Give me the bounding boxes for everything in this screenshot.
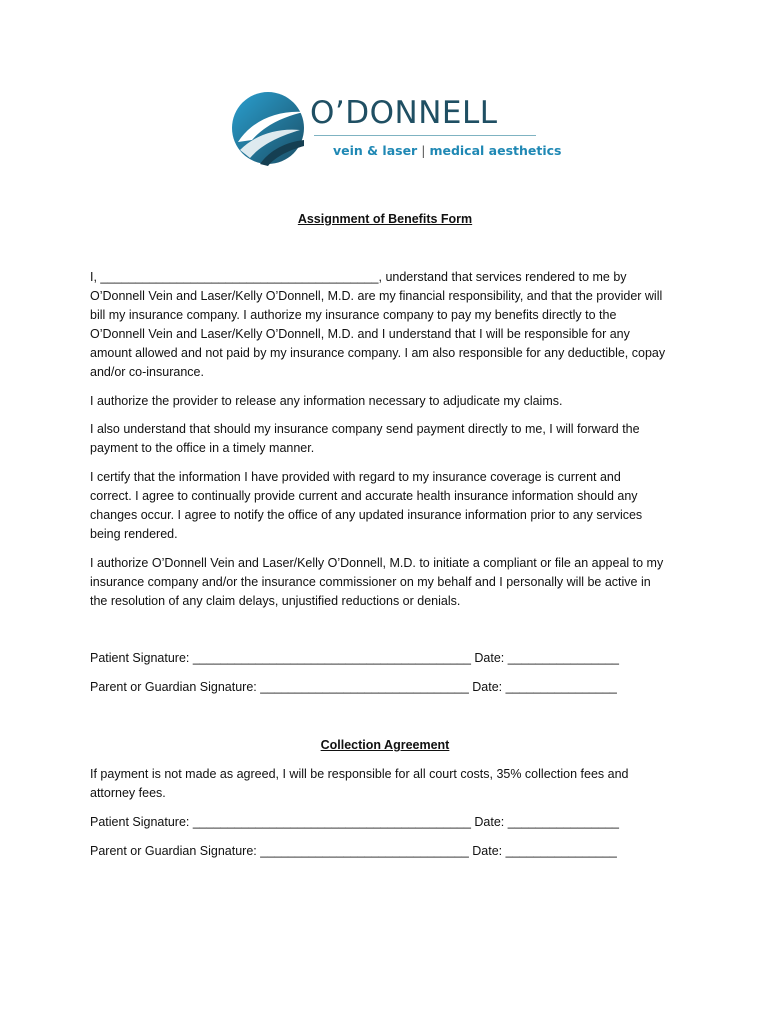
collection-title: Collection Agreement — [320, 738, 450, 752]
brand-name: O’DONNELL — [310, 95, 498, 131]
guardian-signature-line[interactable]: Parent or Guardian Signature: ______________________________ Date: ________________ — [90, 680, 617, 694]
tagline-right: medical aesthetics — [429, 143, 562, 158]
odonnell-logo — [226, 88, 562, 174]
assignment-paragraph-5: I authorize O’Donnell Vein and Laser/Kelly O’Donnell, M.D. to initiate a compliant or file an appeal to my insurance company and/or the insurance commissioner on my behalf and I personally will be active in the resolution of any claim delays, unjustified reductions or denials. — [90, 556, 664, 608]
assignment-paragraph-3: I also understand that should my insurance company send payment directly to me, I will forward the payment to the office in a timely manner. — [90, 422, 640, 455]
collection-paragraph: If payment is not made as agreed, I will be responsible for all court costs, 35% collection fees and attorney fees. — [90, 767, 629, 800]
leaf-logo-icon — [230, 90, 306, 166]
brand-divider — [314, 135, 536, 136]
patient-signature-line[interactable]: Patient Signature: ________________________________________ Date: ________________ — [90, 651, 619, 665]
assignment-paragraph-4: I certify that the information I have provided with regard to my insurance coverage is current and correct. I agree to continually provide current and accurate health insurance information should any changes occur. I agree to notify the office of any updated insurance information prior to any services being rendered. — [90, 470, 643, 541]
assignment-title: Assignment of Benefits Form — [297, 212, 473, 226]
brand-tagline — [333, 143, 561, 159]
collection-guardian-signature-line[interactable]: Parent or Guardian Signature: ______________________________ Date: ________________ — [90, 844, 617, 858]
assignment-paragraph-2: I authorize the provider to release any information necessary to adjudicate my claims. — [90, 394, 563, 408]
collection-patient-signature-line[interactable]: Patient Signature: ________________________________________ Date: ________________ — [90, 815, 619, 829]
tagline-separator: | — [421, 143, 426, 158]
assignment-paragraph-1: I, ________________________________________, understand that services rendered to me by O’Donnell Vein and Laser/Kelly O’Donnell, M.D. are my financial responsibility, and that the provider will bill my insurance company. I authorize my insurance company to pay my benefits directly to the O’Donnell Vein and Laser/Kelly O’Donnell, M.D. and I understand that I will be responsible for any amount allowed and not paid by my insurance company. I am also responsible for any deductible, copay and/or co-insurance. — [90, 270, 666, 379]
tagline-left: vein & laser — [333, 143, 418, 158]
